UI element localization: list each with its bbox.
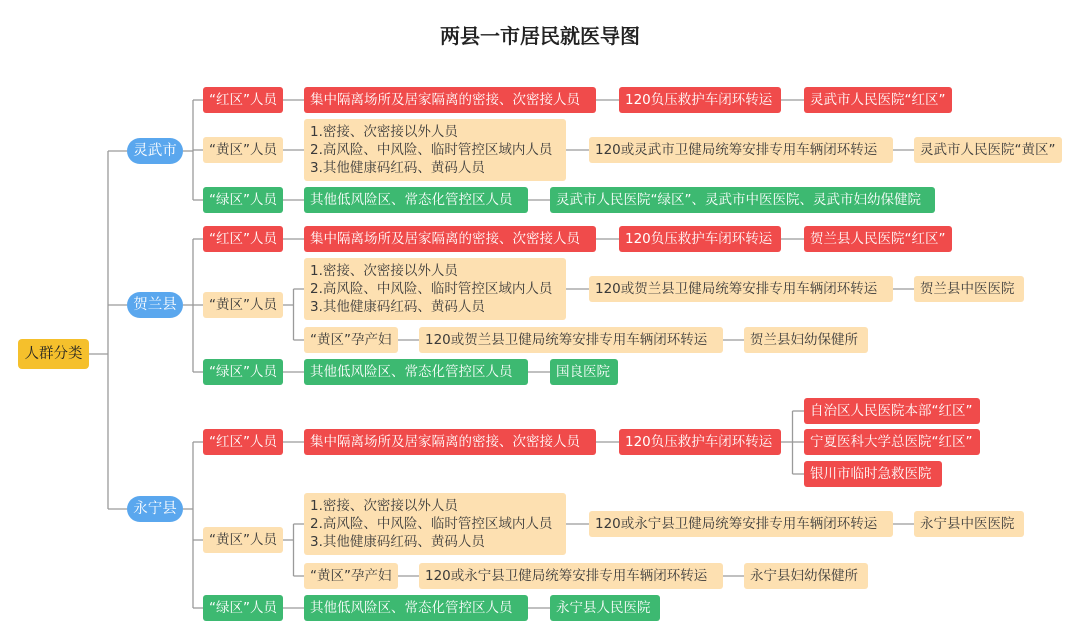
city-helan <box>127 292 183 318</box>
lingwu-yellow-zone <box>203 137 283 163</box>
yongning-green-hospital <box>550 595 660 621</box>
yongning-yellow-hospital <box>914 511 1024 537</box>
helan-yellow-transport-label: 120或贺兰县卫健局统筹安排专用车辆闭环转运 <box>595 281 878 297</box>
yongning-pregnant-hospital <box>744 563 868 589</box>
helan-pregnant-label: “黄区”孕产妇 <box>310 332 392 348</box>
yongning-yellow-zone-label: “黄区”人员 <box>209 532 277 548</box>
yongning-pregnant-label: “黄区”孕产妇 <box>310 568 392 584</box>
yongning-red-people <box>304 429 596 455</box>
root-label: 人群分类 <box>24 346 83 362</box>
helan-yellow-people <box>304 258 566 320</box>
yongning-red-hospital-2-label: 宁夏医科大学总医院“红区” <box>810 434 973 450</box>
yongning-pregnant-transport <box>419 563 723 589</box>
yongning-green-zone-label: “绿区”人员 <box>209 600 277 616</box>
yongning-pregnant-hospital-label: 永宁县妇幼保健所 <box>750 568 858 584</box>
helan-red-transport-label: 120负压救护车闭环转运 <box>625 231 773 247</box>
yongning-red-hospital-2 <box>804 429 980 455</box>
helan-yellow-people-line1: 1.密接、次密接以外人员 <box>310 263 458 279</box>
yongning-yellow-people <box>304 493 566 555</box>
lingwu-yellow-transport <box>589 137 893 163</box>
helan-pregnant-hospital-label: 贺兰县妇幼保健所 <box>750 332 858 348</box>
lingwu-green-hospitals-label: 灵武市人民医院“绿区”、灵武市中医医院、灵武市妇幼保健院 <box>556 192 921 208</box>
lingwu-green-zone <box>203 187 283 213</box>
yongning-red-hospital-1 <box>804 398 980 424</box>
yongning-red-hospital-1-label: 自治区人民医院本部“红区” <box>810 403 973 419</box>
lingwu-green-people-label: 其他低风险区、常态化管控区人员 <box>310 192 513 208</box>
lingwu-yellow-people-line2: 2.高风险、中风险、临时管控区域内人员 <box>310 142 553 158</box>
helan-red-transport <box>619 226 781 252</box>
yongning-yellow-transport-label: 120或永宁县卫健局统筹安排专用车辆闭环转运 <box>595 516 878 532</box>
lingwu-green-zone-label: “绿区”人员 <box>209 192 277 208</box>
helan-green-hospital-label: 国良医院 <box>556 364 610 380</box>
lingwu-green-people <box>304 187 528 213</box>
yongning-red-hospital-3-label: 银川市临时急救医院 <box>810 466 932 482</box>
lingwu-yellow-zone-label: “黄区”人员 <box>209 142 277 158</box>
helan-green-zone-label: “绿区”人员 <box>209 364 277 380</box>
yongning-pregnant-transport-label: 120或永宁县卫健局统筹安排专用车辆闭环转运 <box>425 568 708 584</box>
lingwu-red-zone <box>203 87 283 113</box>
lingwu-yellow-transport-label: 120或灵武市卫健局统筹安排专用车辆闭环转运 <box>595 142 878 158</box>
yongning-green-zone <box>203 595 283 621</box>
yongning-yellow-people-line2: 2.高风险、中风险、临时管控区域内人员 <box>310 516 553 532</box>
helan-red-hospital-label: 贺兰县人民医院“红区” <box>810 231 946 247</box>
helan-yellow-people-line2: 2.高风险、中风险、临时管控区域内人员 <box>310 281 553 297</box>
lingwu-green-hospitals <box>550 187 935 213</box>
lingwu-yellow-hospital <box>914 137 1062 163</box>
helan-yellow-people-line3: 3.其他健康码红码、黄码人员 <box>310 299 485 315</box>
yongning-yellow-zone <box>203 527 283 553</box>
yongning-green-hospital-label: 永宁县人民医院 <box>556 600 651 616</box>
helan-green-hospital <box>550 359 618 385</box>
yongning-red-hospital-3 <box>804 461 942 487</box>
lingwu-yellow-people-line3: 3.其他健康码红码、黄码人员 <box>310 160 485 176</box>
diagram-title: 两县一市居民就医导图 <box>440 24 640 48</box>
lingwu-red-people <box>304 87 596 113</box>
helan-yellow-zone-label: “黄区”人员 <box>209 297 277 313</box>
yongning-green-people-label: 其他低风险区、常态化管控区人员 <box>310 600 513 616</box>
city-yongning-label: 永宁县 <box>133 501 177 517</box>
lingwu-red-hospital-label: 灵武市人民医院“红区” <box>810 92 946 108</box>
helan-red-people <box>304 226 596 252</box>
helan-green-people-label: 其他低风险区、常态化管控区人员 <box>310 364 513 380</box>
helan-red-people-label: 集中隔离场所及居家隔离的密接、次密接人员 <box>310 231 580 247</box>
helan-red-hospital <box>804 226 952 252</box>
root-node <box>18 339 89 369</box>
lingwu-yellow-people-line1: 1.密接、次密接以外人员 <box>310 124 458 140</box>
helan-pregnant <box>304 327 398 353</box>
yongning-red-people-label: 集中隔离场所及居家隔离的密接、次密接人员 <box>310 434 580 450</box>
yongning-red-zone <box>203 429 283 455</box>
city-helan-label: 贺兰县 <box>133 297 177 313</box>
city-yongning <box>127 496 183 522</box>
yongning-red-transport <box>619 429 781 455</box>
lingwu-red-transport-label: 120负压救护车闭环转运 <box>625 92 773 108</box>
city-lingwu-label: 灵武市 <box>133 143 177 159</box>
lingwu-red-people-label: 集中隔离场所及居家隔离的密接、次密接人员 <box>310 92 580 108</box>
helan-pregnant-transport-label: 120或贺兰县卫健局统筹安排专用车辆闭环转运 <box>425 332 708 348</box>
yongning-green-people <box>304 595 528 621</box>
helan-yellow-zone <box>203 292 283 318</box>
helan-pregnant-transport <box>419 327 723 353</box>
helan-red-zone <box>203 226 283 252</box>
lingwu-red-transport <box>619 87 781 113</box>
lingwu-red-hospital <box>804 87 952 113</box>
helan-green-people <box>304 359 528 385</box>
helan-pregnant-hospital <box>744 327 868 353</box>
yongning-red-zone-label: “红区”人员 <box>209 434 277 450</box>
yongning-yellow-hospital-label: 永宁县中医医院 <box>920 516 1015 532</box>
helan-green-zone <box>203 359 283 385</box>
yongning-pregnant <box>304 563 398 589</box>
helan-yellow-transport <box>589 276 893 302</box>
helan-yellow-hospital-label: 贺兰县中医医院 <box>920 281 1015 297</box>
city-lingwu <box>127 138 183 164</box>
lingwu-yellow-people <box>304 119 566 181</box>
yongning-yellow-people-line1: 1.密接、次密接以外人员 <box>310 498 458 514</box>
lingwu-red-zone-label: “红区”人员 <box>209 92 277 108</box>
helan-red-zone-label: “红区”人员 <box>209 231 277 247</box>
lingwu-yellow-hospital-label: 灵武市人民医院“黄区” <box>920 142 1056 158</box>
yongning-red-transport-label: 120负压救护车闭环转运 <box>625 434 773 450</box>
yongning-yellow-transport <box>589 511 893 537</box>
yongning-yellow-people-line3: 3.其他健康码红码、黄码人员 <box>310 534 485 550</box>
helan-yellow-hospital <box>914 276 1024 302</box>
